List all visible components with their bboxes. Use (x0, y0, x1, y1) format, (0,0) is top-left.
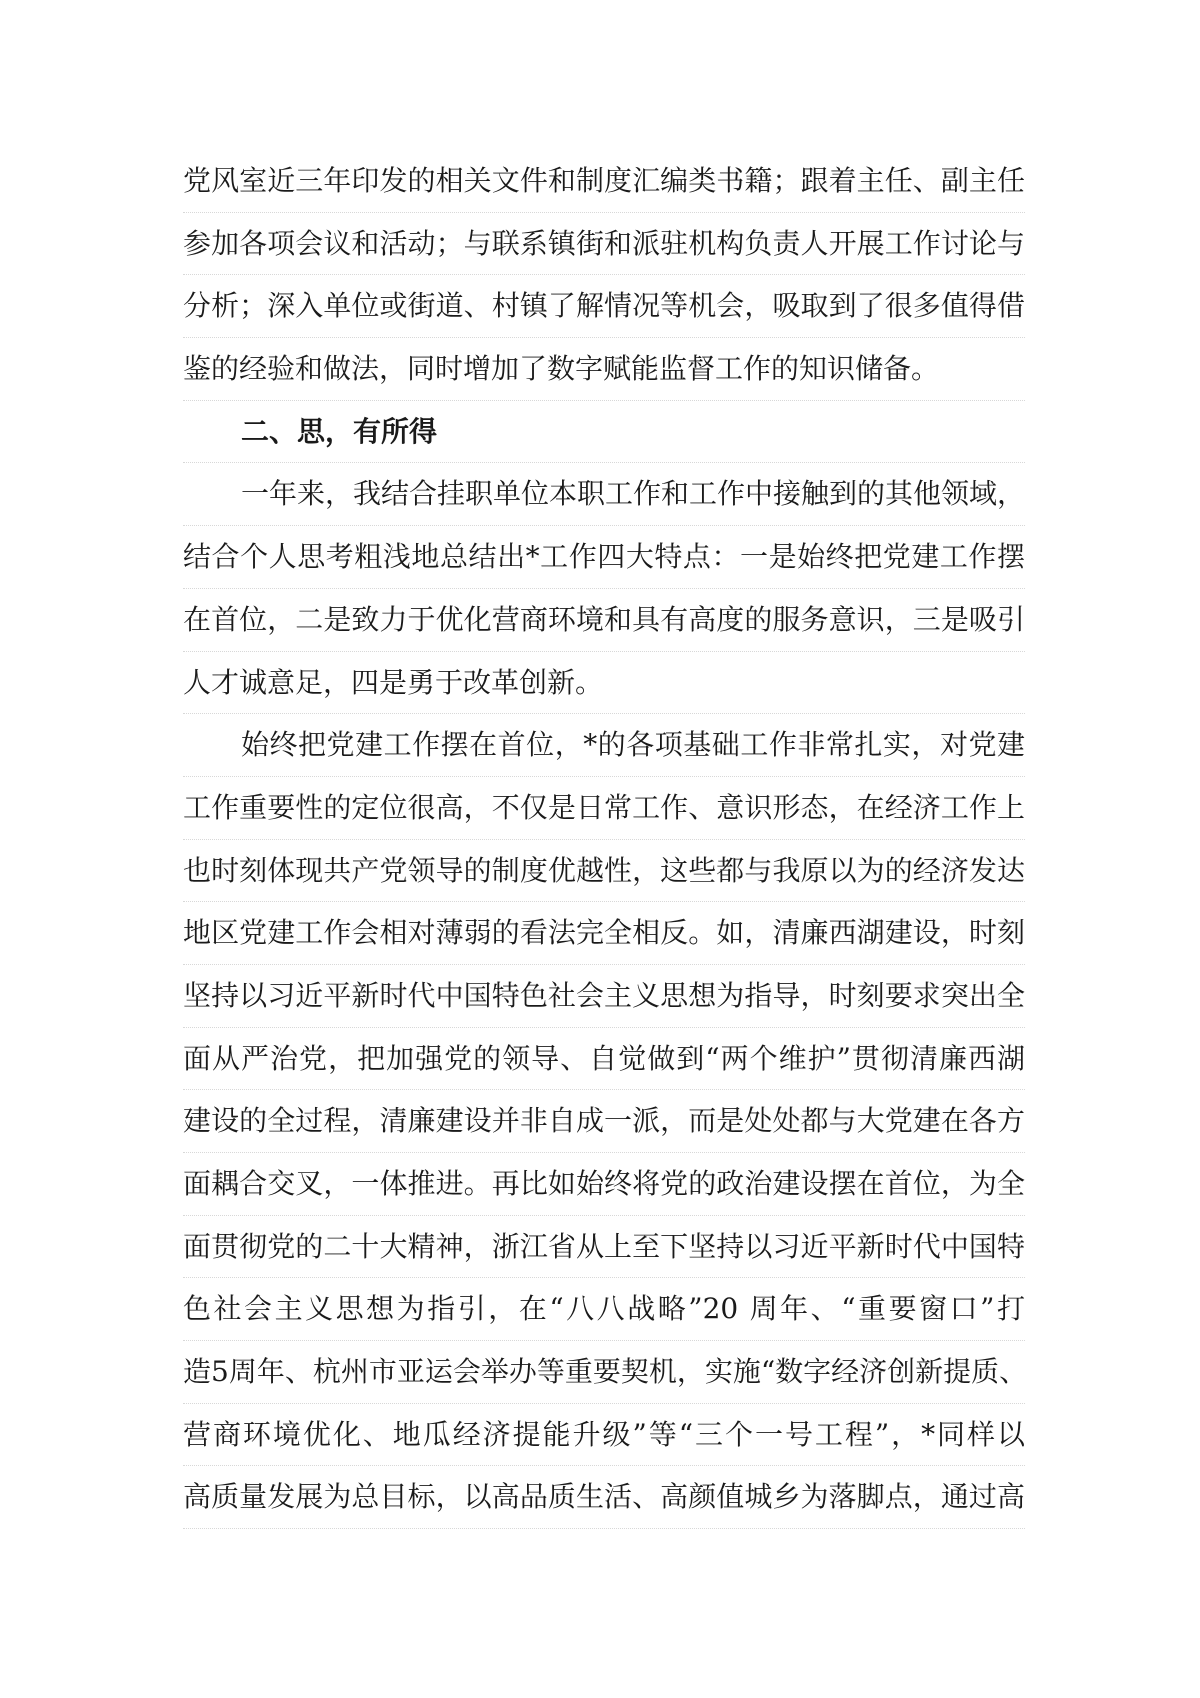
text-line: 面耦合交叉，一体推进。再比如始终将党的政治建设摆在首位，为全 (183, 1153, 1025, 1216)
text-line: 一年来，我结合挂职单位本职工作和工作中接触到的其他领域， (183, 463, 1025, 526)
text-line: 始终把党建工作摆在首位，*的各项基础工作非常扎实，对党建 (183, 714, 1025, 777)
document-page (183, 150, 1028, 1529)
text-line: 分析；深入单位或街道、村镇了解情况等机会，吸取到了很多值得借 (183, 275, 1025, 338)
text-line: 也时刻体现共产党领导的制度优越性，这些都与我原以为的经济发达 (183, 840, 1025, 903)
text-line: 面从严治党，把加强党的领导、自觉做到“两个维护”贯彻清廉西湖 (183, 1028, 1025, 1091)
text-line: 鉴的经验和做法，同时增加了数字赋能监督工作的知识储备。 (183, 338, 1025, 401)
text-line: 在首位，二是致力于优化营商环境和具有高度的服务意识，三是吸引 (183, 589, 1025, 652)
text-line: 面贯彻党的二十大精神，浙江省从上至下坚持以习近平新时代中国特 (183, 1216, 1025, 1279)
text-line: 结合个人思考粗浅地总结出*工作四大特点：一是始终把党建工作摆 (183, 526, 1025, 589)
text-line: 建设的全过程，清廉建设并非自成一派，而是处处都与大党建在各方 (183, 1090, 1025, 1153)
text-line: 地区党建工作会相对薄弱的看法完全相反。如，清廉西湖建设，时刻 (183, 902, 1025, 965)
text-line: 营商环境优化、地瓜经济提能升级”等“三个一号工程”，*同样以 (183, 1404, 1025, 1467)
text-line: 色社会主义思想为指引，在“八八战略”20 周年、“重要窗口”打 (183, 1278, 1025, 1341)
text-line: 党风室近三年印发的相关文件和制度汇编类书籍；跟着主任、副主任 (183, 150, 1025, 213)
text-line: 高质量发展为总目标，以高品质生活、高颜值城乡为落脚点，通过高 (183, 1466, 1025, 1529)
section-heading: 二、思，有所得 (183, 401, 1025, 464)
text-line: 坚持以习近平新时代中国特色社会主义思想为指导，时刻要求突出全 (183, 965, 1025, 1028)
text-line: 人才诚意足，四是勇于改革创新。 (183, 652, 1025, 715)
text-line: 工作重要性的定位很高，不仅是日常工作、意识形态，在经济工作上 (183, 777, 1025, 840)
text-line: 参加各项会议和活动；与联系镇街和派驻机构负责人开展工作讨论与 (183, 213, 1025, 276)
text-line: 造5周年、杭州市亚运会举办等重要契机，实施“数字经济创新提质、 (183, 1341, 1025, 1404)
